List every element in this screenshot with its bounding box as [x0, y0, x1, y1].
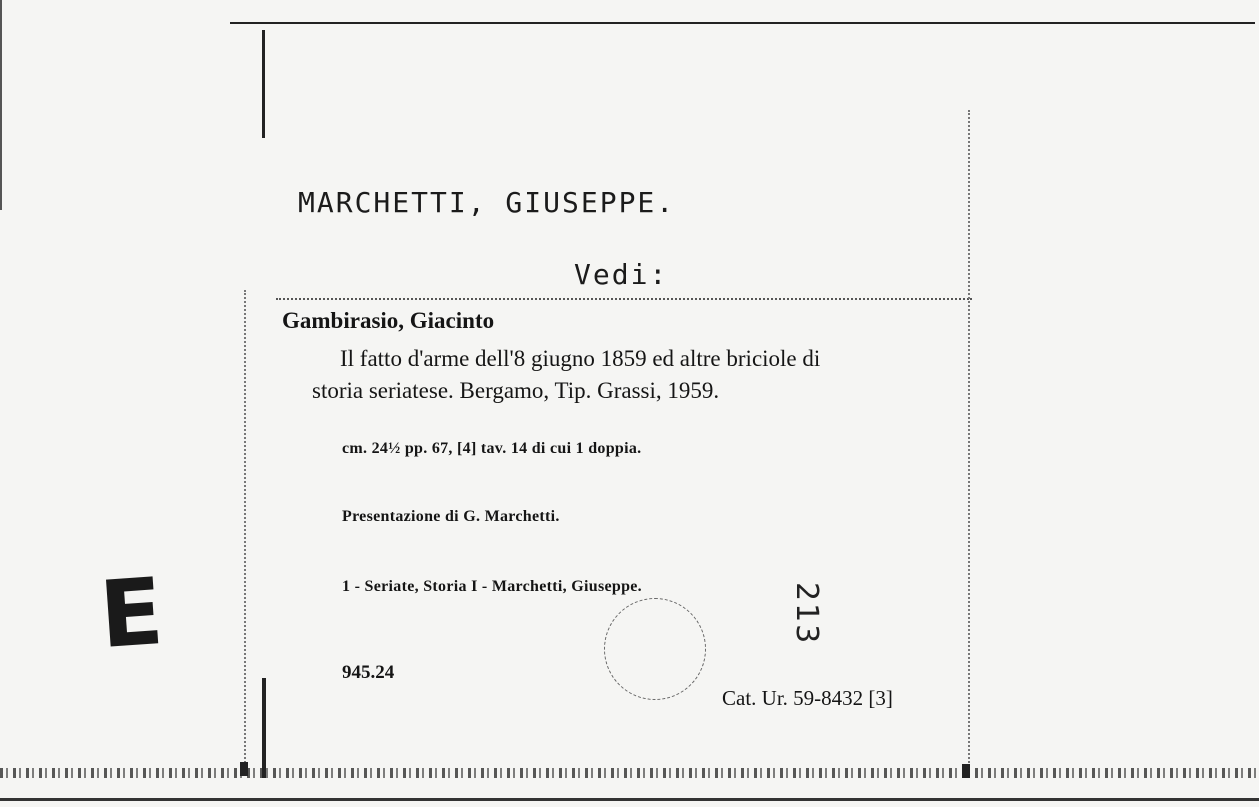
right-card-edge [968, 110, 970, 770]
author-name: Gambirasio, Giacinto [282, 308, 495, 333]
left-margin-dots [244, 290, 246, 770]
bottom-mark-right [962, 764, 970, 778]
presentation-note: Presentazione di G. Marchetti. [342, 508, 560, 525]
title-line-2: storia seriatese. Bergamo, Tip. Grassi, 1959. [312, 378, 720, 403]
bottom-scan-noise [0, 768, 1259, 778]
bottom-mark-left [240, 762, 248, 776]
physical-description: cm. 24½ pp. 67, [4] tav. 14 di cui 1 doppia. [342, 440, 642, 457]
divider-dotted-line [276, 298, 972, 300]
heading-name: MARCHETTI, GIUSEPPE. [298, 186, 676, 219]
outer-left-edge [0, 0, 2, 210]
top-border-line [230, 22, 1255, 24]
handwritten-letter: E [96, 557, 167, 670]
left-card-edge [262, 30, 265, 138]
bottom-border-line [0, 798, 1259, 801]
subject-headings: 1 - Seriate, Storia I - Marchetti, Giuseppe. [342, 578, 642, 595]
title-line-1: Il fatto d'arme dell'8 giugno 1859 ed altre briciole di [340, 346, 821, 371]
classmark: 945.24 [342, 662, 395, 683]
catalog-reference: Cat. Ur. 59-8432 [3] [722, 686, 893, 710]
left-card-edge-lower [262, 678, 266, 778]
see-reference-label: Vedi: [574, 258, 669, 291]
vertical-number: 213 [789, 582, 824, 646]
circular-stamp [604, 598, 706, 700]
